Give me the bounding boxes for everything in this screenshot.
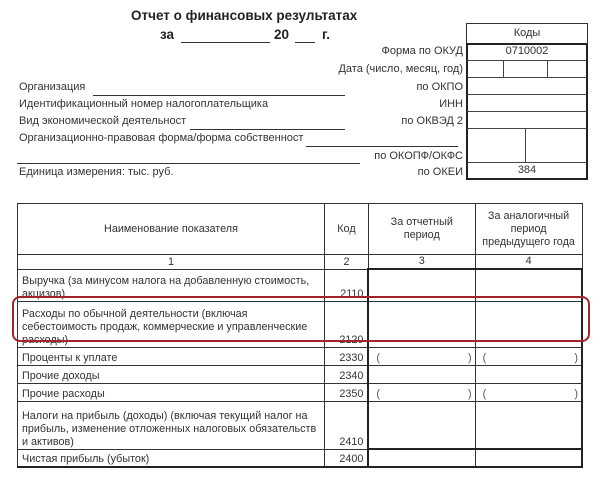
row-code: 2350 (324, 383, 368, 401)
okud-label: Форма по ОКУД (381, 45, 463, 57)
col-number-4: 4 (475, 255, 582, 270)
row-name: Проценты к уплате (18, 347, 325, 365)
year-suffix: г. (322, 27, 331, 42)
inn-full-label: Идентификационный номер налогоплательщика (19, 98, 269, 110)
highlight-row-2120 (12, 296, 590, 342)
row-name: Чистая прибыль (убыток) (18, 449, 325, 467)
date-label: Дата (число, месяц, год) (338, 63, 463, 75)
row-code: 2110 (324, 269, 368, 301)
row-name: Прочие расходы (18, 383, 325, 401)
okopf-label: по ОКОПФ/ОКФС (374, 150, 463, 162)
legal-form-field[interactable] (306, 133, 458, 147)
current-value-cell[interactable]: ( ) (368, 383, 475, 401)
previous-value-cell[interactable]: ( ) (475, 347, 582, 365)
year-blank[interactable] (295, 28, 315, 43)
row-code: 2120 (324, 301, 368, 347)
row-name: Выручка (за минусом налога на добавленную стоимость, акцизов) (18, 269, 325, 301)
table-row-2410 (18, 401, 583, 449)
okved-field[interactable] (468, 112, 586, 127)
row-code: 2410 (324, 401, 368, 449)
okopf-field[interactable] (468, 129, 586, 162)
column-number-row (18, 255, 583, 270)
organization-label: Организация (19, 81, 86, 93)
inn-field[interactable] (468, 95, 586, 110)
okud-value: 0710002 (505, 45, 549, 57)
col-number-3: 3 (368, 255, 475, 270)
row-name: Прочие доходы (18, 365, 325, 383)
okei-value: 384 (517, 164, 537, 176)
row-code: 2400 (324, 449, 368, 467)
organization-field[interactable] (93, 82, 345, 96)
header-previous-period: За аналогичный период предыдущего года (475, 204, 582, 255)
okei-label: по ОКЕИ (417, 166, 463, 178)
header-code: Код (324, 204, 368, 255)
previous-value-cell[interactable] (475, 449, 582, 467)
unit-label: Единица измерения: тыс. руб. (19, 166, 174, 178)
row-name: Налоги на прибыль (доходы) (включая текущий налог на прибыль, изменение отложенных налоговых обязательств и активов) (18, 401, 325, 449)
current-value-cell[interactable] (368, 365, 475, 383)
header-current-period: За отчетный период (368, 204, 475, 255)
col-number-1: 1 (18, 255, 325, 270)
period-blank[interactable] (181, 28, 270, 43)
okpo-field[interactable] (468, 78, 586, 93)
current-value-cell[interactable] (368, 449, 475, 467)
report-title: Отчет о финансовых результатах (131, 8, 358, 23)
table-row-2340 (18, 365, 583, 383)
okved-label: по ОКВЭД 2 (401, 115, 463, 127)
period-prefix: за (160, 27, 175, 42)
table-row-2330 (18, 347, 583, 365)
row-name: Расходы по обычной деятельности (включая себестоимость продаж, коммерческие и управленческие расходы) (18, 301, 325, 347)
previous-value-cell[interactable] (475, 365, 582, 383)
table-row-2400 (18, 449, 583, 467)
header-indicator-name: Наименование показателя (18, 204, 325, 255)
previous-value-cell[interactable]: ( ) (475, 383, 582, 401)
date-field[interactable] (468, 61, 586, 77)
current-value-cell[interactable] (368, 401, 475, 449)
activity-label: Вид экономической деятельност (19, 115, 187, 127)
activity-field[interactable] (190, 116, 345, 130)
table-row-2350 (18, 383, 583, 401)
legal-form-field-2[interactable] (17, 150, 360, 164)
row-code: 2340 (324, 365, 368, 383)
table-header-row (18, 204, 583, 255)
col-number-2: 2 (324, 255, 368, 270)
codes-heading: Коды (513, 27, 541, 39)
okpo-label: по ОКПО (416, 81, 463, 93)
current-value-cell[interactable]: ( ) (368, 347, 475, 365)
previous-value-cell[interactable] (475, 401, 582, 449)
legal-form-label: Организационно-правовая форма/форма собственност (19, 132, 304, 144)
row-code: 2330 (324, 347, 368, 365)
year-prefix: 20 (274, 27, 290, 42)
codes-heading-cell (466, 23, 588, 43)
inn-label: ИНН (439, 98, 463, 110)
